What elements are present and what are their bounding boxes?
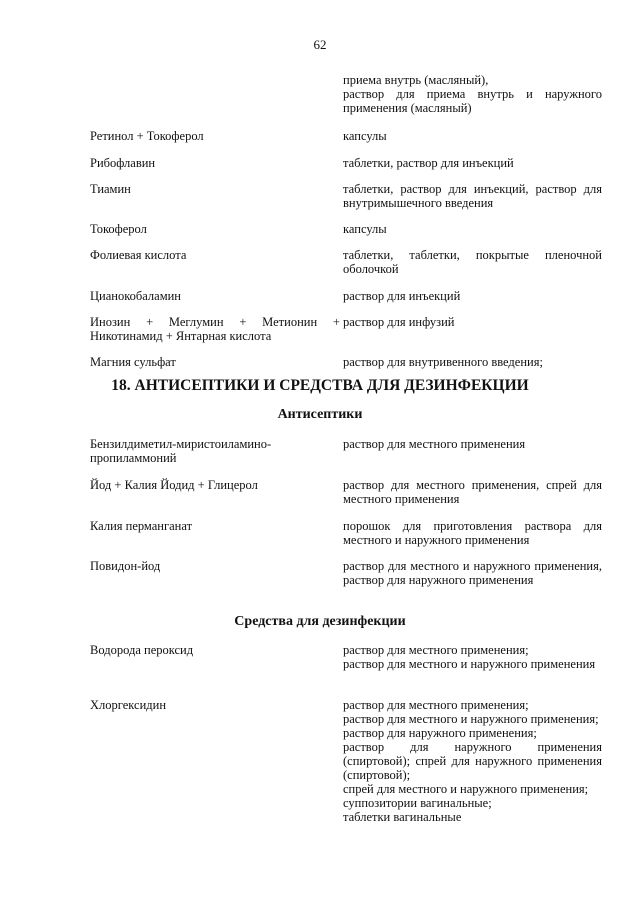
dosage-form-line: раствор для местного применения xyxy=(343,437,526,451)
dosage-forms xyxy=(343,355,602,369)
dosage-forms xyxy=(343,698,602,824)
drug-name: Токоферол xyxy=(90,222,147,236)
dosage-forms xyxy=(343,182,602,210)
dosage-form-line: раствор для местного и наружного применения xyxy=(343,657,596,671)
dosage-form-line: капсулы xyxy=(343,129,387,143)
dosage-forms xyxy=(343,289,602,303)
dosage-form-line: раствор для местного применения, спрей для местного применения xyxy=(343,478,602,506)
dosage-forms xyxy=(343,437,602,451)
dosage-forms xyxy=(343,519,602,547)
dosage-form-line: раствор для приема внутрь и наружного применения (масляный) xyxy=(343,87,602,115)
dosage-form-line: капсулы xyxy=(343,222,387,236)
dosage-form-line: раствор для наружного применения; xyxy=(343,726,537,740)
drug-name: Калия перманганат xyxy=(90,519,193,533)
subsection-title-disinfection: Средства для дезинфекции xyxy=(234,614,406,629)
drug-name: Водорода пероксид xyxy=(90,643,194,657)
page-number: 62 xyxy=(313,37,327,52)
dosage-forms xyxy=(343,248,602,276)
dosage-forms xyxy=(343,559,602,587)
dosage-form-line: раствор для инфузий xyxy=(343,315,455,329)
subsection-title-antiseptics: Антисептики xyxy=(277,407,363,422)
dosage-form-line: таблетки, раствор для инъекций xyxy=(343,156,514,170)
dosage-form-line: приема внутрь (масляный), xyxy=(343,73,489,87)
drug-name: Йод + Калия Йодид + Глицерол xyxy=(90,478,258,492)
dosage-form-line: раствор для внутривенного введения; xyxy=(343,355,543,369)
dosage-forms xyxy=(343,315,602,329)
drug-name: Хлоргексидин xyxy=(90,698,167,712)
dosage-form-line: раствор для наружного применения (спиртовой); спрей для наружного применения (спиртовой); xyxy=(343,740,602,782)
drug-name: Инозин + Меглумин + Метионин + Никотинамид + Янтарная кислота xyxy=(90,315,340,343)
drug-name: Бензилдиметил-миристоиламино-пропиламмоний xyxy=(90,437,272,465)
dosage-forms xyxy=(343,156,602,170)
dosage-form-line: раствор для местного применения; xyxy=(343,698,529,712)
dosage-forms xyxy=(343,129,602,143)
drug-name: Магния сульфат xyxy=(90,355,176,369)
dosage-forms xyxy=(343,643,602,671)
dosage-forms xyxy=(343,222,602,236)
drug-name: Ретинол + Токоферол xyxy=(90,129,204,143)
dosage-form-line: раствор для местного применения; xyxy=(343,643,529,657)
section-title: 18. АНТИСЕПТИКИ И СРЕДСТВА ДЛЯ ДЕЗИНФЕКЦИИ xyxy=(111,377,529,394)
drug-name: Рибофлавин xyxy=(90,156,156,170)
drug-name: Фолиевая кислота xyxy=(90,248,187,262)
dosage-form-line: спрей для местного и наружного применения; xyxy=(343,782,589,796)
dosage-form-line: таблетки вагинальные xyxy=(343,810,462,824)
dosage-form-line: суппозитории вагинальные; xyxy=(343,796,492,810)
dosage-form-line: таблетки, таблетки, покрытые пленочной оболочкой xyxy=(343,248,602,276)
dosage-form-line: порошок для приготовления раствора для местного и наружного применения xyxy=(343,519,602,547)
drug-name: Цианокобаламин xyxy=(90,289,181,303)
dosage-form-line: раствор для местного и наружного применения, раствор для наружного применения xyxy=(343,559,602,587)
dosage-form-line: раствор для местного и наружного применения; xyxy=(343,712,599,726)
dosage-form-line: таблетки, раствор для инъекций, раствор для внутримышечного введения xyxy=(343,182,602,210)
dosage-form-line: раствор для инъекций xyxy=(343,289,461,303)
dosage-forms xyxy=(343,73,602,115)
drug-name: Тиамин xyxy=(90,182,131,196)
dosage-forms xyxy=(343,478,602,506)
drug-name: Повидон-йод xyxy=(90,559,161,573)
